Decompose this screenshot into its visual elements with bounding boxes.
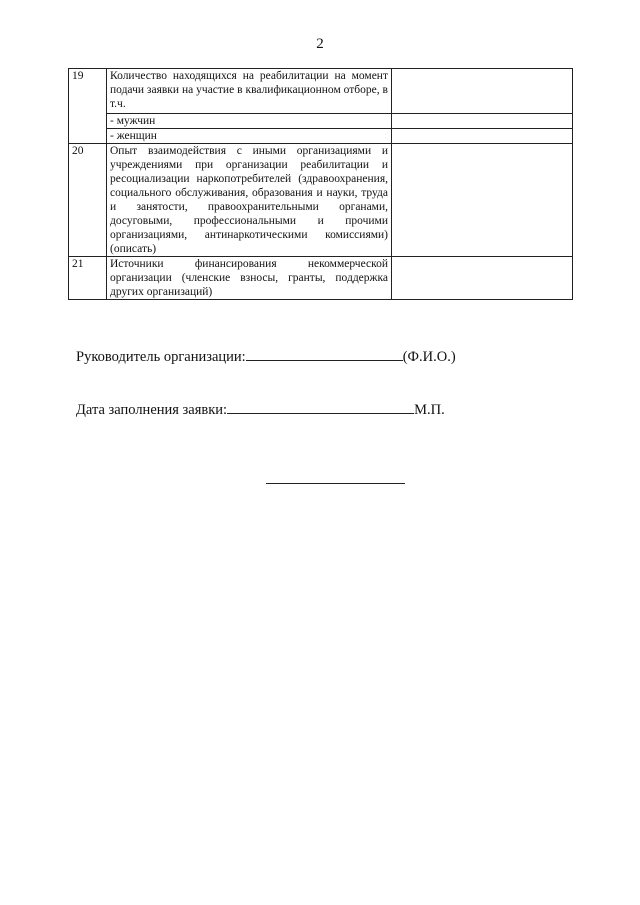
page-number: 2 [316, 36, 324, 52]
subrow-label-men: - мужчин [107, 114, 392, 129]
subrow-label-women: - женщин [107, 129, 392, 144]
row-value-cell [392, 257, 573, 300]
head-name-blank [246, 346, 403, 361]
end-rule [266, 483, 405, 484]
date-blank [227, 399, 414, 414]
table-row [69, 69, 573, 114]
date-label: Дата заполнения заявки: [76, 402, 228, 418]
table-row [69, 257, 573, 300]
table-row [69, 144, 573, 257]
subrow-value-women [392, 129, 573, 144]
head-signature-line [76, 346, 456, 366]
head-label: Руководитель организации: [76, 349, 246, 365]
row-description: Источники финансирования некоммерческой организации (членские взносы, гранты, поддержка других организаций) [107, 257, 392, 300]
head-suffix: (Ф.И.О.) [402, 349, 456, 365]
application-form-table [68, 68, 573, 300]
row-number: 20 [69, 144, 107, 257]
row-number: 19 [69, 69, 107, 144]
date-suffix: М.П. [414, 402, 445, 418]
table-subrow [69, 129, 573, 144]
row-value-cell [392, 144, 573, 257]
row-description: Опыт взаимодействия с иными организациями и учреждениями при организации реабилитации и ресоциализации наркопотребителей (здравоохранения, социального обслуживания, образования и науки, труда и занятости, правоохранительными органами, досуговыми, профессиональными и прочими организациями, антинаркотическими комиссиями) (описать) [107, 144, 392, 257]
table-subrow [69, 114, 573, 129]
row-number: 21 [69, 257, 107, 300]
date-signature-line [76, 399, 445, 419]
row-value-cell [392, 69, 573, 114]
subrow-value-men [392, 114, 573, 129]
row-description: Количество находящихся на реабилитации на момент подачи заявки на участие в квалификационном отборе, в т.ч. [107, 69, 392, 114]
